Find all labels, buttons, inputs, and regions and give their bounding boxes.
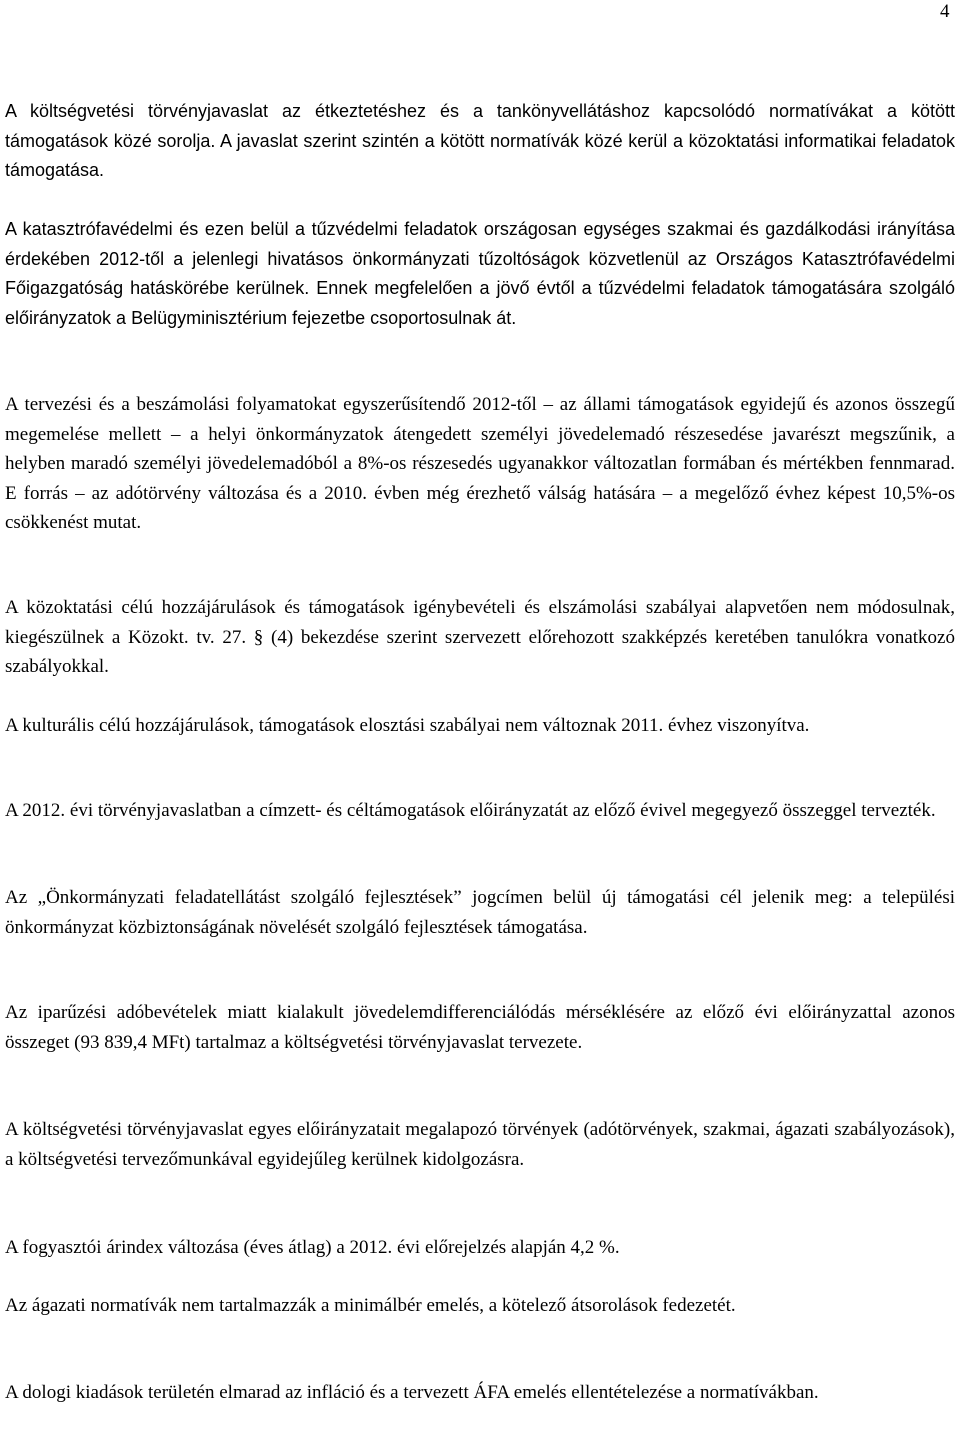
paragraph-7: Az „Önkormányzati feladatellátást szolgáló fejlesztések” jogcímen belül új támogatási cél jelenik meg: a települési önkormányzat közbiztonságának növelését szolgáló fejlesztések támogatása. [5, 887, 955, 938]
page-number: 4 [940, 1, 950, 22]
paragraph-2: A katasztrófavédelmi és ezen belül a tűzvédelmi feladatok országosan egységes szakmai és gazdálkodási irányítása érdekében 2012-től a jelenlegi hivatásos önkormányzati tűzoltóságok közvetlenül az Országos Katasztrófavédelmi Főigazgatóság hatáskörébe kerülnek. Ennek megfelelően a jövő évtől a tűzvédelmi feladatok támogatására szolgáló előirányzatok a Belügyminisztérium fejezetbe csoportosulnak át. [5, 219, 955, 328]
paragraph-4: A közoktatási célú hozzájárulások és támogatások igénybevételi és elszámolási szabályai alapvetően nem módosulnak, kiegészülnek a Közokt. tv. 27. § (4) bekezdése szerint szervezett előrehozott szakképzés keretében tanulókra vonatkozó szabályokkal. [5, 597, 955, 677]
paragraph-3: A tervezési és a beszámolási folyamatokat egyszerűsítendő 2012-től – az állami támogatások egyidejű és azonos összegű megemelése mellett – a helyi önkormányzatok átengedett személyi jövedelemadó részesedése javarészt megszűnik, a helyben maradó személyi jövedelemadóból a 8%-os részesedés ugyanakkor változatlan formában és mértékben fennmarad. E forrás – az adótörvény változása és a 2010. évben még érezhető válság hatására – a megelőző évhez képest 10,5%-os csökkenést mutat. [5, 394, 955, 533]
paragraph-6: A 2012. évi törvényjavaslatban a címzett- és céltámogatások előirányzatát az előző évivel megegyező összeggel tervezték. [5, 800, 936, 821]
paragraph-10: A fogyasztói árindex változása (éves átlag) a 2012. évi előrejelzés alapján 4,2 %. [5, 1237, 620, 1258]
paragraph-11: Az ágazati normatívák nem tartalmazzák a minimálbér emelés, a kötelező átsorolások fedezetét. [5, 1295, 736, 1316]
paragraph-1: A költségvetési törvényjavaslat az étkeztetéshez és a tankönyvellátáshoz kapcsolódó normatívákat a kötött támogatások közé sorolja. A javaslat szerint szintén a kötött normatívák közé kerül a közoktatási informatikai feladatok támogatása. [5, 101, 955, 180]
paragraph-9: A költségvetési törvényjavaslat egyes előirányzatait megalapozó törvények (adótörvények, szakmai, ágazati szabályozások), a költségvetési tervezőmunkával egyidejűleg kerülnek kidolgozásra. [5, 1119, 955, 1170]
paragraph-5: A kulturális célú hozzájárulások, támogatások elosztási szabályai nem változnak 2011. évhez viszonyítva. [5, 715, 810, 736]
paragraph-12: A dologi kiadások területén elmarad az infláció és a tervezett ÁFA emelés ellentételezése a normatívákban. [5, 1382, 819, 1403]
paragraph-8: Az iparűzési adóbevételek miatt kialakult jövedelemdifferenciálódás mérséklésére az előző évi előirányzattal azonos összeget (93 839,4 MFt) tartalmaz a költségvetési törvényjavaslat tervezete. [5, 1002, 955, 1053]
